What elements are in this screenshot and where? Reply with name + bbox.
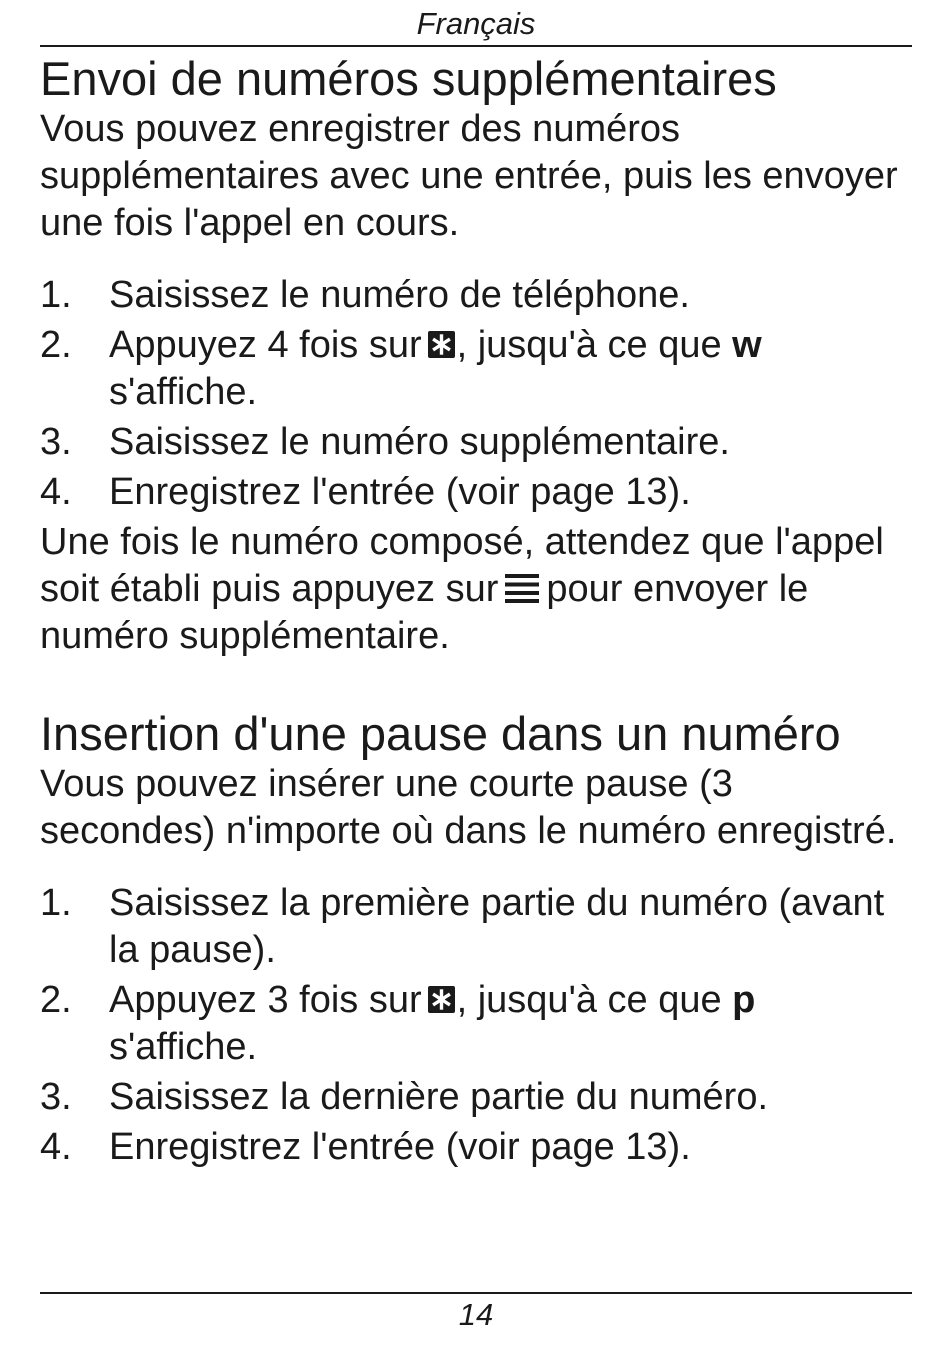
steps-list xyxy=(40,880,912,1171)
display-character: w xyxy=(732,324,762,366)
outro-text: pour envoyer le numéro supplémentaire. xyxy=(40,568,809,657)
section-additional-numbers xyxy=(40,52,912,660)
step-text: s'affiche. xyxy=(109,1026,258,1068)
list-item xyxy=(40,322,912,416)
star-key-icon xyxy=(428,331,455,358)
section-outro xyxy=(40,519,912,660)
step-text: , jusqu'à ce que xyxy=(456,324,722,366)
running-header-language: Français xyxy=(416,6,536,41)
list-item xyxy=(40,880,912,974)
header-rule xyxy=(40,45,912,47)
manual-page xyxy=(40,0,912,1345)
step-number: 3. xyxy=(40,1076,72,1118)
star-key-icon xyxy=(428,986,455,1013)
step-text: , jusqu'à ce que xyxy=(456,979,722,1021)
section-title: Envoi de numéros supplémentaires xyxy=(40,52,777,105)
step-number: 1. xyxy=(40,274,72,316)
step-text: Saisissez la dernière partie du numéro. xyxy=(109,1076,769,1118)
step-text: Saisissez le numéro supplémentaire. xyxy=(109,421,730,463)
step-number: 2. xyxy=(40,979,72,1021)
page-number: 14 xyxy=(458,1297,494,1332)
step-text: Enregistrez l'entrée (voir page 13). xyxy=(109,1126,691,1168)
step-number: 2. xyxy=(40,324,72,366)
list-item xyxy=(40,272,912,319)
list-item xyxy=(40,977,912,1071)
list-item xyxy=(40,469,912,516)
section-insert-pause xyxy=(40,707,912,1174)
step-number: 3. xyxy=(40,421,72,463)
section-intro: Vous pouvez insérer une courte pause (3 secondes) n'importe où dans le numéro enregistré. xyxy=(40,763,897,852)
list-item xyxy=(40,419,912,466)
list-item xyxy=(40,1074,912,1121)
steps-list xyxy=(40,272,912,516)
list-item xyxy=(40,1124,912,1171)
step-text: Appuyez 3 fois sur xyxy=(109,979,422,1021)
step-text: Saisissez la première partie du numéro (avant la pause). xyxy=(109,882,885,971)
step-text: Appuyez 4 fois sur xyxy=(109,324,422,366)
step-number: 4. xyxy=(40,471,72,513)
display-character: p xyxy=(732,979,756,1021)
step-text: Enregistrez l'entrée (voir page 13). xyxy=(109,471,691,513)
step-text: Saisissez le numéro de téléphone. xyxy=(109,274,690,316)
footer-rule xyxy=(40,1292,912,1294)
step-text: s'affiche. xyxy=(109,371,258,413)
menu-key-icon xyxy=(504,573,540,603)
outro-text: Une fois le numéro composé, attendez que l'appel soit établi puis appuyez sur xyxy=(40,521,884,610)
section-intro: Vous pouvez enregistrer des numéros supplémentaires avec une entrée, puis les envoyer une fois l'appel en cours. xyxy=(40,108,898,244)
section-title: Insertion d'une pause dans un numéro xyxy=(40,707,841,760)
step-number: 1. xyxy=(40,882,72,924)
step-number: 4. xyxy=(40,1126,72,1168)
